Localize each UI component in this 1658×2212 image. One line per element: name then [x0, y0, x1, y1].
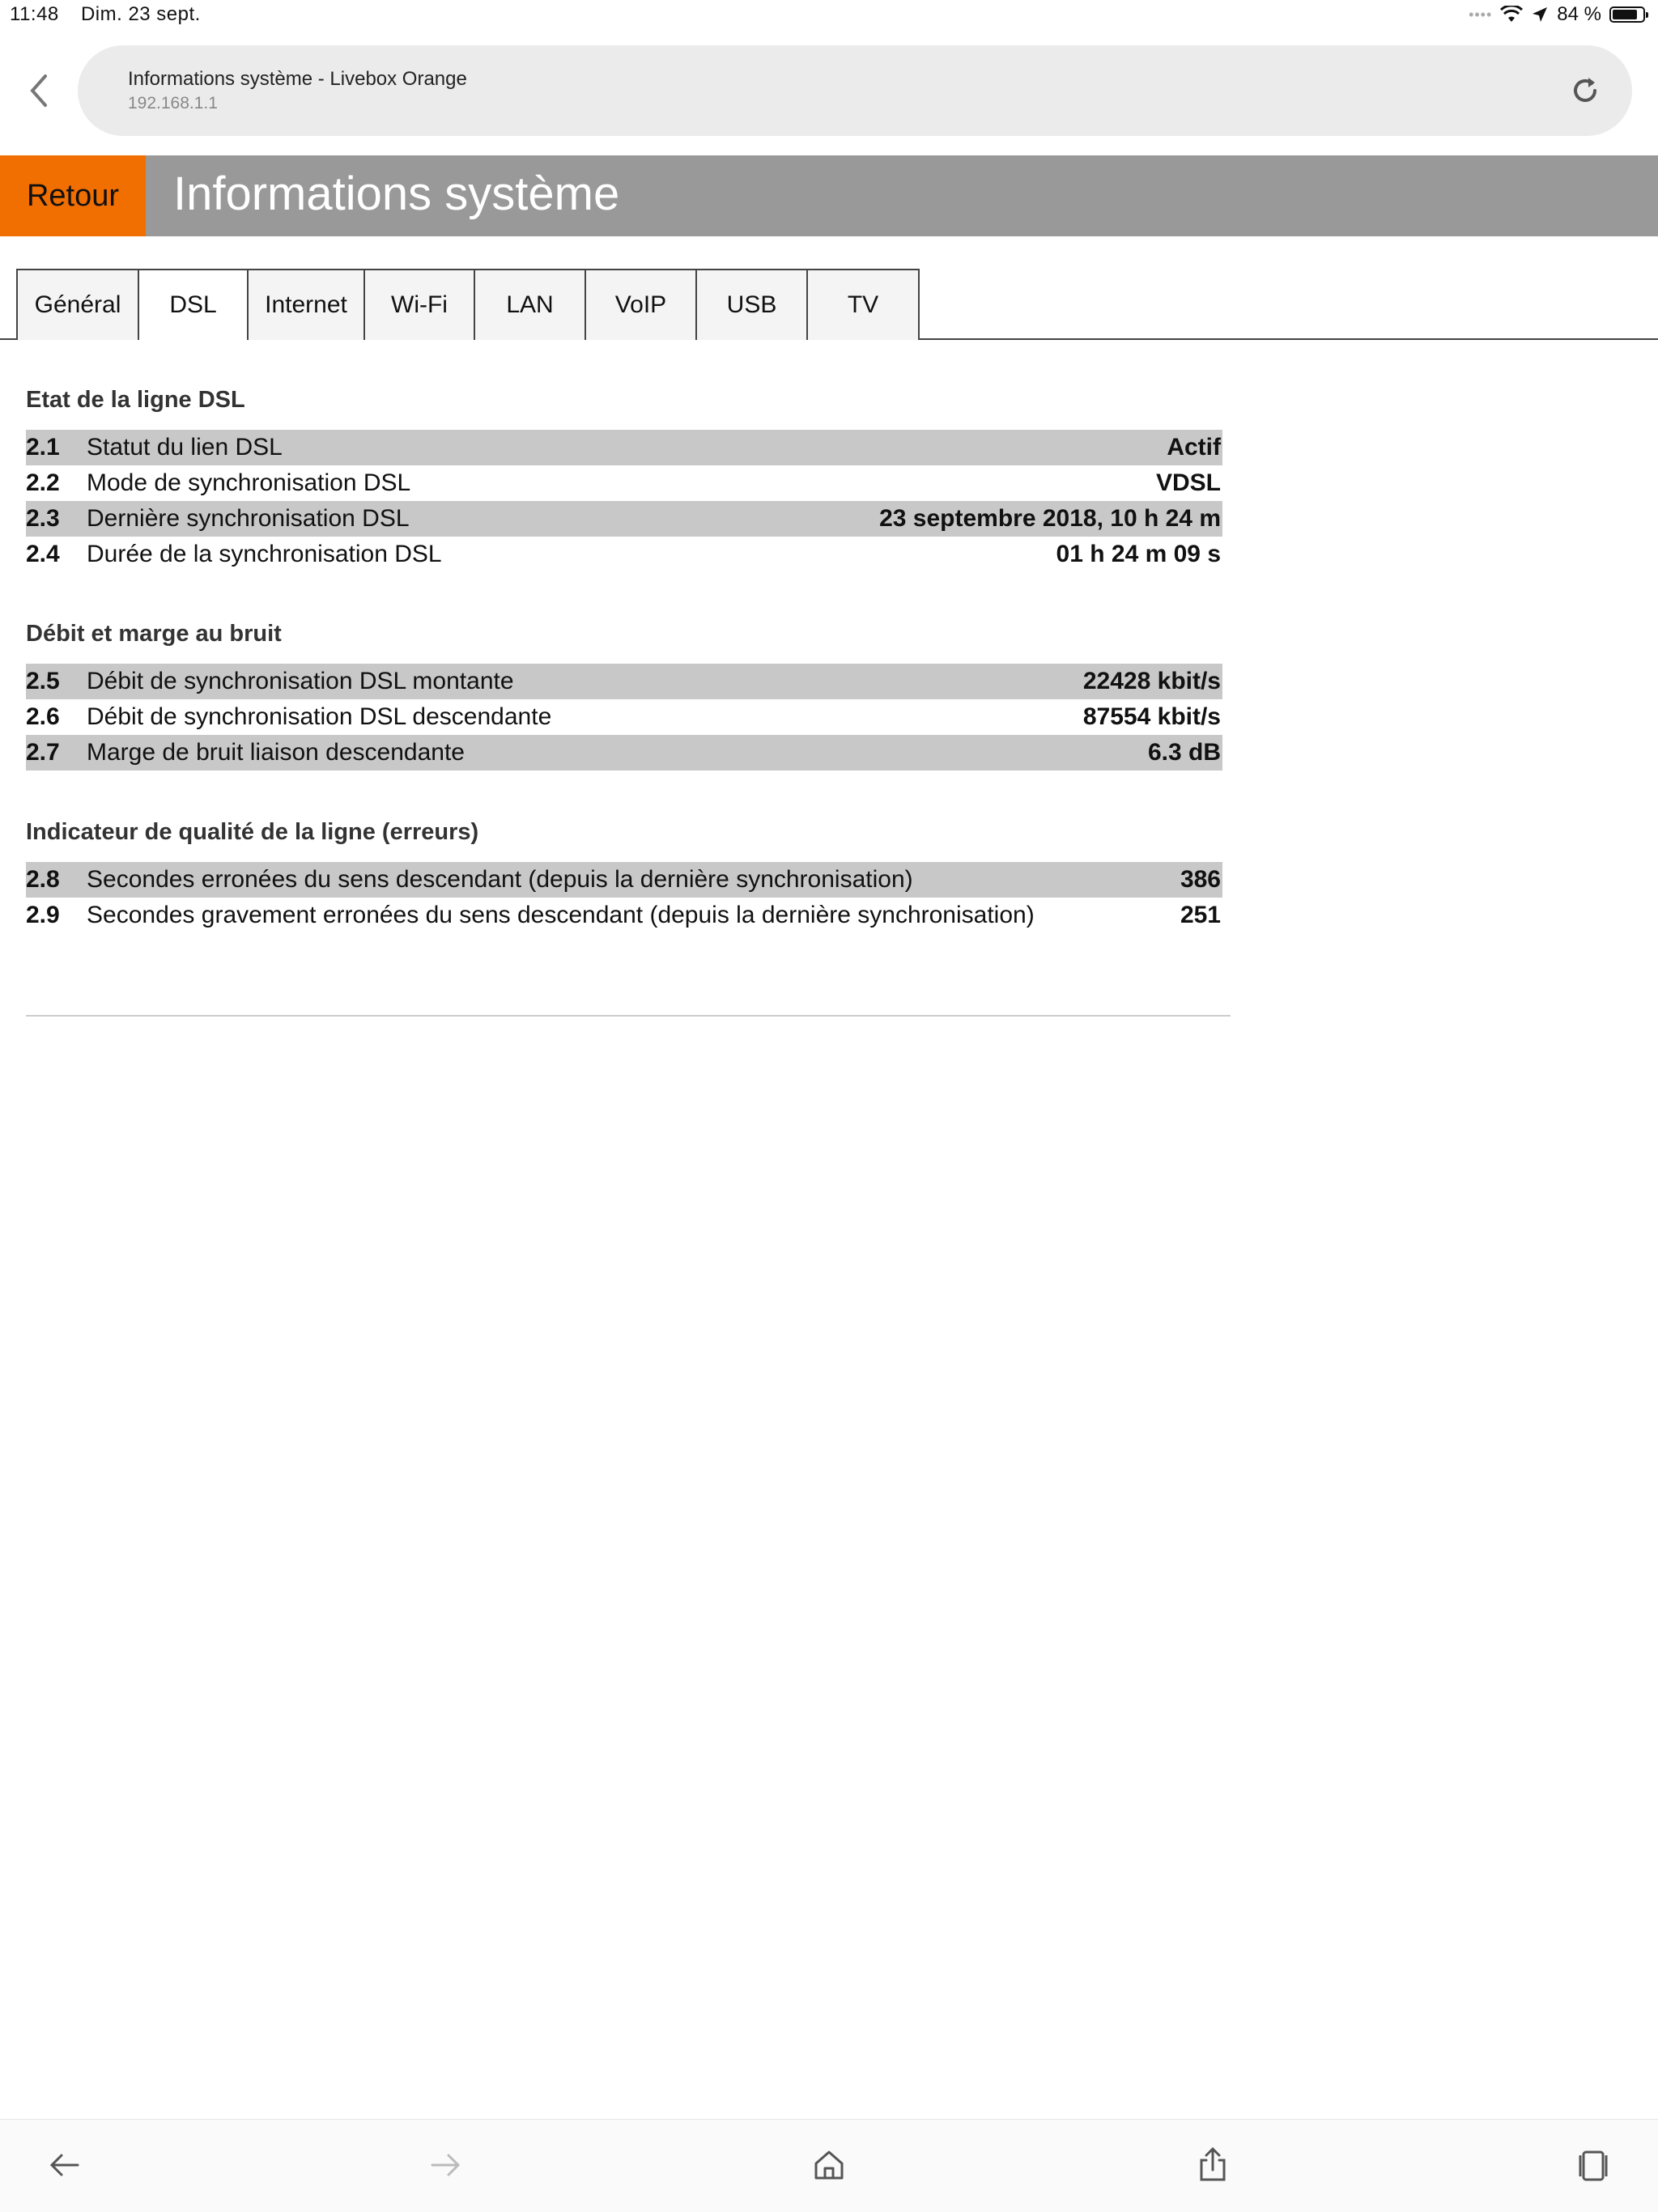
table-row [26, 664, 1222, 699]
chevron-left-icon[interactable] [23, 71, 55, 110]
content-divider [26, 1015, 1231, 1017]
row-label: Secondes erronées du sens descendant (depuis la dernière synchronisation) [87, 866, 913, 893]
forward-arrow-icon[interactable] [426, 2146, 465, 2184]
back-arrow-icon[interactable] [45, 2146, 84, 2184]
row-value: VDSL [1155, 469, 1221, 496]
table-row [26, 465, 1222, 501]
section-title: Débit et marge au bruit [26, 621, 282, 647]
row-value: 251 [1180, 902, 1221, 928]
page-header [0, 155, 1658, 236]
row-label: Mode de synchronisation DSL [87, 469, 411, 496]
section-title: Etat de la ligne DSL [26, 387, 245, 413]
dsl-info-content [26, 356, 1222, 933]
section-debit-marge [26, 621, 1222, 771]
row-label: Débit de synchronisation DSL montante [87, 668, 514, 694]
tab-usb[interactable]: USB [695, 269, 808, 340]
row-number: 2.5 [26, 668, 60, 694]
table-row [26, 501, 1222, 537]
page-title: Informations système [173, 168, 620, 220]
row-number: 2.7 [26, 739, 60, 766]
row-value: 01 h 24 m 09 s [1056, 541, 1221, 567]
tab-bar [16, 269, 918, 340]
row-number: 2.1 [26, 434, 60, 461]
page-url: 192.168.1.1 [128, 94, 218, 113]
page-tab-title: Informations système - Livebox Orange [128, 68, 467, 90]
table-row [26, 699, 1222, 735]
section-title: Indicateur de qualité de la ligne (erreurs) [26, 819, 479, 845]
row-label: Dernière synchronisation DSL [87, 505, 410, 532]
row-value: 386 [1180, 866, 1221, 893]
table-row [26, 735, 1222, 771]
share-icon[interactable] [1193, 2146, 1232, 2184]
row-number: 2.8 [26, 866, 60, 893]
section-etat-ligne [26, 387, 1222, 572]
battery-icon [1609, 6, 1645, 23]
status-time: 11:48 [10, 3, 59, 25]
tab-voip[interactable]: VoIP [585, 269, 697, 340]
row-label: Débit de synchronisation DSL descendante [87, 703, 552, 730]
status-date: Dim. 23 sept. [80, 3, 201, 25]
section-qualite-ligne [26, 819, 1222, 933]
row-value: Actif [1167, 434, 1221, 461]
home-icon[interactable] [810, 2146, 848, 2184]
row-value: 23 septembre 2018, 10 h 24 m [879, 505, 1221, 532]
battery-percent: 84 % [1557, 3, 1601, 25]
row-value: 22428 kbit/s [1082, 668, 1221, 694]
tab-dsl[interactable]: DSL [138, 269, 249, 340]
table-row [26, 430, 1222, 465]
row-number: 2.6 [26, 703, 60, 730]
row-label: Durée de la synchronisation DSL [87, 541, 442, 567]
row-number: 2.3 [26, 505, 60, 532]
row-value: 87554 kbit/s [1082, 703, 1221, 730]
row-value: 6.3 dB [1147, 739, 1221, 766]
row-number: 2.4 [26, 541, 60, 567]
tab-tv[interactable]: TV [806, 269, 920, 340]
browser-toolbar [0, 2119, 1658, 2212]
reload-icon[interactable] [1569, 74, 1601, 107]
tabs-icon[interactable] [1574, 2146, 1613, 2184]
location-arrow-icon [1531, 6, 1549, 23]
battery-fill [1613, 10, 1637, 19]
row-label: Statut du lien DSL [87, 434, 283, 461]
row-number: 2.2 [26, 469, 60, 496]
tab-wifi[interactable]: Wi-Fi [363, 269, 475, 340]
row-label: Secondes gravement erronées du sens descendant (depuis la dernière synchronisation) [87, 902, 1035, 928]
table-row [26, 537, 1222, 572]
tab-internet[interactable]: Internet [247, 269, 365, 340]
row-number: 2.9 [26, 902, 60, 928]
address-bar[interactable] [78, 45, 1632, 136]
table-row [26, 862, 1222, 898]
status-bar [0, 0, 1658, 32]
tab-general[interactable]: Général [16, 269, 139, 340]
row-label: Marge de bruit liaison descendante [87, 739, 465, 766]
tab-lan[interactable]: LAN [474, 269, 586, 340]
retour-button[interactable]: Retour [0, 155, 146, 236]
table-row [26, 898, 1222, 933]
wifi-icon [1500, 6, 1523, 23]
signal-dots-icon: •••• [1469, 6, 1493, 23]
